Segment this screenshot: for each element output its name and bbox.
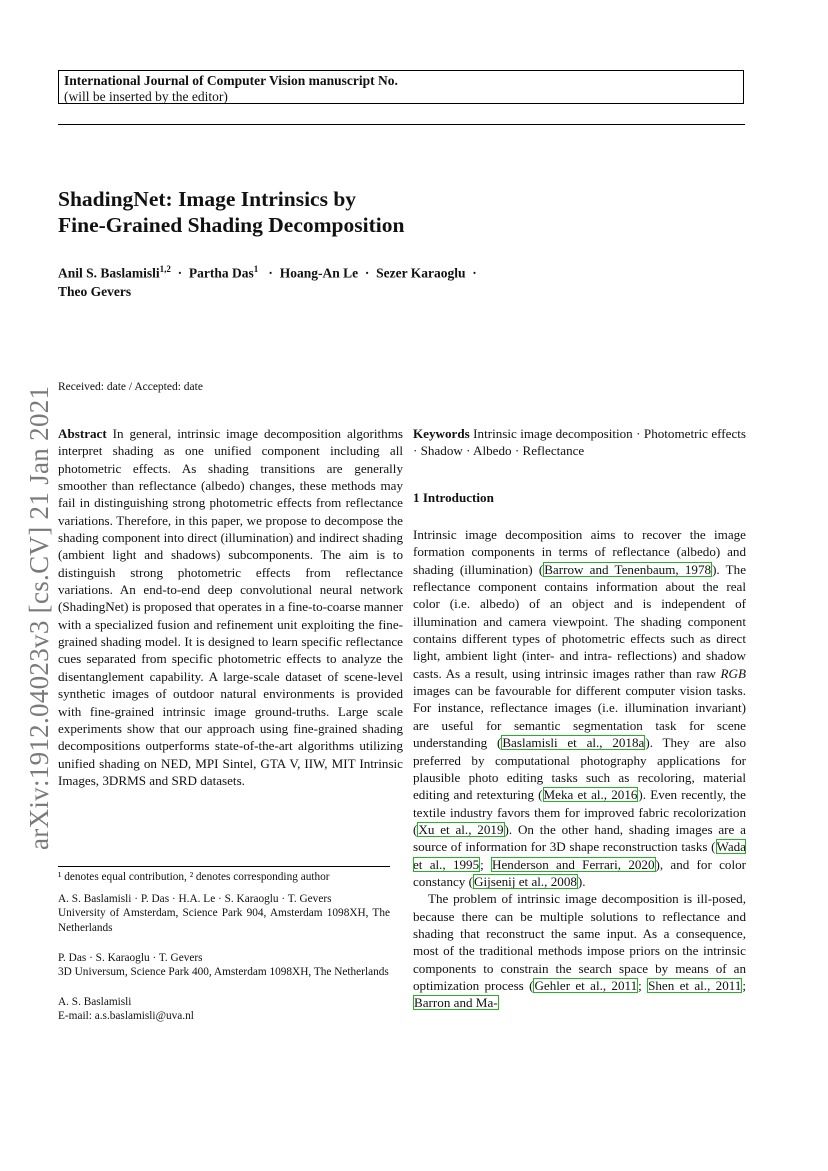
intro-text: The problem of intrinsic image decomposition is ill-posed, because there can be multiple solutions to reflectance and shading that reconstruct the same input. As a consequence, most of the traditional methods impose priors on the intrinsic components to constrain the search space by means of an optimization process (: [413, 891, 746, 993]
author-affiliation-mark: 1,2: [159, 264, 171, 274]
citation-link[interactable]: Baslamisli et al., 2018a: [502, 735, 645, 751]
intro-text: ;: [480, 856, 492, 872]
contribution-note: ¹ denotes equal contribution, ² denotes corresponding author: [58, 871, 330, 883]
intro-text: Intrinsic image decomposition aims to recover the image formation components in terms of reflectance (albedo) and shading (illumination) (: [413, 527, 746, 577]
citation-link[interactable]: Wada et al., 1995: [413, 839, 746, 872]
author-name: Theo Gevers: [58, 283, 132, 299]
intro-text: ;: [742, 977, 746, 993]
intro-text: ;: [638, 977, 648, 993]
intro-text: ). The reflectance component contains information about the real color (i.e. albedo) of an object and is independent of illumination and camera viewpoint. The shading component contains different types of photometric effects such as direct light, ambient light (inter- and intra- reflections) and shadow casts. As a result, using intrinsic images rather than raw: [413, 561, 747, 681]
section-heading-introduction: 1 Introduction: [413, 489, 494, 505]
author-separator: ·: [268, 265, 273, 281]
keywords-label: Keywords: [413, 426, 470, 441]
abstract-paragraph: [58, 425, 403, 789]
paper-title: [58, 186, 578, 238]
intro-text: ). Even recently, the textile industry favors them for improved fabric recolorization (: [413, 787, 746, 837]
title-line-1: ShadingNet: Image Intrinsics by: [58, 187, 357, 211]
citation-link[interactable]: Xu et al., 2019: [418, 821, 504, 837]
journal-name: International Journal of Computer Vision manuscript No.: [64, 73, 398, 88]
intro-text: ), and for color constancy (: [413, 856, 746, 889]
author-name: Sezer Karaoglu: [376, 265, 466, 281]
arxiv-identifier: arXiv:1912.04023v3 [cs.CV] 21 Jan 2021: [24, 385, 54, 850]
received-date: Received: date / Accepted: date: [58, 381, 203, 393]
citation-link[interactable]: Henderson and Ferrari, 2020: [492, 856, 655, 872]
intro-paragraph-1: [413, 526, 746, 890]
citation-link[interactable]: Shen et al., 2011: [648, 977, 742, 993]
abstract-label: Abstract: [58, 426, 107, 441]
author-list: [58, 260, 618, 301]
citation-link[interactable]: Barrow and Tenenbaum, 1978: [544, 561, 712, 577]
citation-link[interactable]: Gehler et al., 2011: [534, 977, 638, 993]
header-rule: [58, 124, 745, 125]
footnotes: [58, 870, 390, 1024]
citation-link[interactable]: Meka et al., 2016: [543, 787, 638, 803]
affiliation-2-address: 3D Universum, Science Park 400, Amsterdam 1098XH, The Netherlands: [58, 966, 389, 979]
footnote-rule: [58, 866, 390, 867]
title-line-2: Fine-Grained Shading Decomposition: [58, 213, 405, 237]
citation-link[interactable]: Gijsenij et al., 2008: [474, 873, 577, 889]
citation-link[interactable]: Barron and Ma-: [414, 995, 498, 1011]
editor-note: (will be inserted by the editor): [64, 89, 228, 104]
author-separator: ·: [177, 265, 183, 281]
affiliation-3-names: A. S. Baslamisli: [58, 996, 132, 1009]
journal-header-box: [58, 70, 744, 104]
author-name: Hoang-An Le: [279, 265, 359, 281]
right-column: [413, 425, 746, 1012]
affiliation-2-names: P. Das · S. Karaoglu · T. Gevers: [58, 951, 203, 964]
abstract-text: In general, intrinsic image decomposition algorithms interpret shading as one unified component including all photometric effects. As shading transitions are generally smoother than reflectance (albedo) changes, these methods may fail in distinguishing strong photometric effects from reflectance variations. Therefore, in this paper, we propose to decompose the shading component into direct (illumination) and indirect shading (ambient light and shadows) subcomponents. The aim is to distinguish strong photometric effects from reflectance variations. An end-to-end deep convolutional neural network (ShadingNet) is proposed that operates in a fine-to-coarse manner with a specialized fusion and refinement unit exploiting the fine-grained shading model. It is designed to learn specific reflectance cues separated from specific photometric effects to analyze the disentanglement capability. A large-scale dataset of scene-level synthetic images of outdoor natural environments is provided with fine-grained intrinsic image ground-truths. Large scale experiments show that our approach using fine-grained shading decompositions outperforms state-of-the-art algorithms utilizing unified shading on NED, MPI Sintel, GTA V, IIW, MIT Intrinsic Images, 3DRMS and SRD datasets.: [58, 426, 403, 788]
author-separator: ·: [472, 265, 477, 281]
keywords-paragraph: [413, 425, 746, 460]
affiliation-1-address: University of Amsterdam, Science Park 904, Amsterdam 1098XH, The Netherlands: [58, 907, 390, 934]
author-affiliation-mark: 1: [253, 264, 259, 274]
author-name: Anil S. Baslamisli: [58, 265, 160, 281]
keywords-text: Intrinsic image decomposition · Photometric effects · Shadow · Albedo · Reflectance: [413, 426, 746, 459]
intro-text: ). They are also preferred by computational photography applications for plausible photo editing tasks such as recoloring, material editing and retexturing (: [413, 735, 746, 803]
intro-text: images can be favourable for different computer vision tasks. For instance, reflectance images (i.e. illumination invariant) are useful for semantic segmentation task for scene understanding (: [413, 683, 746, 751]
affiliation-1-names: A. S. Baslamisli · P. Das · H.A. Le · S. Karaoglu · T. Gevers: [58, 893, 332, 906]
author-name: Partha Das: [188, 265, 254, 281]
intro-text: ). On the other hand, shading images are a source of information for 3D shape reconstruction tasks (: [413, 821, 746, 855]
intro-paragraph-2: [413, 890, 746, 1011]
abstract-column: [58, 425, 403, 789]
rgb-term: RGB: [720, 665, 746, 681]
intro-text: ).: [577, 873, 586, 889]
author-separator: ·: [364, 265, 370, 281]
contact-email: E-mail: a.s.baslamisli@uva.nl: [58, 1010, 194, 1023]
